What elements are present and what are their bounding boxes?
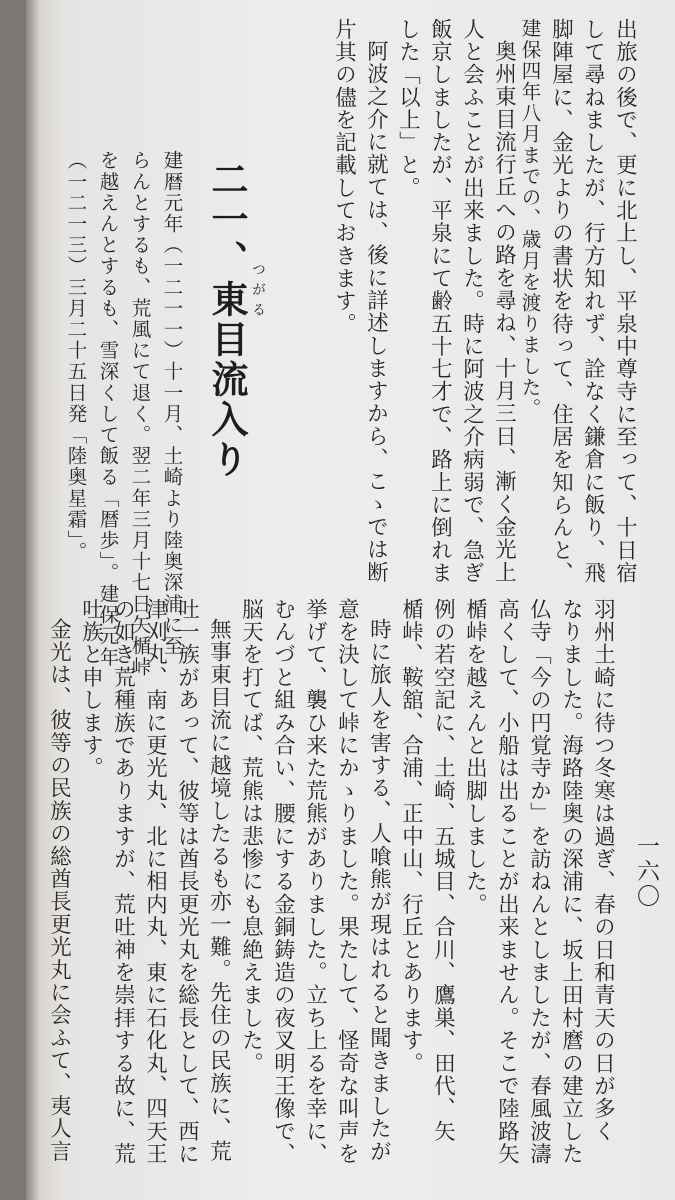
note-column: らんとするも、荒風にて退く。翌二年三月十七日矢楯峠 [128,150,152,678]
adjacent-page-edge [0,0,26,1200]
text-column: 片其の儘を記載しておきます。 [331,18,357,336]
chapter-title [205,160,249,480]
text-column: 意を決して峠にかゝりました。果たして、怪奇な叫声を [334,598,360,1166]
text-column: 楯峠、鞍舘、合浦、正中山、行丘とあります。 [398,598,424,1075]
text-column: 時に旅人を害する、人喰熊が現はれると聞きましたが [366,618,392,1163]
text-column: 例の若空記に、土崎、五城目、合川、鷹巣、田代、矢 [430,598,456,1143]
text-column: 仏寺「今の円覚寺か」を訪ねんとしましたが、春風波濤 [526,598,552,1166]
text-column: 人と会ふことが出来ました。時に阿波之介病弱で、急ぎ [459,18,485,585]
text-column: 出旅の後で、更に北上し、平泉中尊寺に至って、十日宿 [612,18,638,585]
text-column: の如き荒種族でありますが、荒吐神を崇拝する故に、荒 [110,598,136,1166]
text-column: 吐一族があって、彼等は酋長更光丸を総長として、西に [174,598,200,1166]
note-column: （一二一三）三月二十五日発「陸奥星霜」。 [64,150,88,563]
text-column: 挙げて、襲ひ来た荒熊がありました。立ち上るを幸に、 [302,598,328,1166]
text-column: 阿波之介に就ては、後に詳述しますから、こゝでは断 [363,40,389,584]
text-column: 楯峠を越えんと出脚しました。 [462,598,488,916]
text-column: 津刈丸、南に更光丸、北に相内丸、東に石化丸、四天王 [142,598,168,1166]
text-column: 脳天を打てば、荒熊は悲惨にも息絶えました。 [238,598,264,1075]
text-column: 羽州土崎に待つ冬寒は過ぎ、春の日和青天の日が多く [590,598,616,1143]
text-column: 高くして、小船は出ることが出来ません。そこで陸路矢 [494,598,520,1166]
note-column: 建暦元年（一二一一）十一月、土崎より陸奥深浦に至 [160,150,184,657]
text-column: 奥州東目流行丘への路を尋ね、十月三日、漸く金光上 [491,40,517,584]
chapter-title-text: 二一、東目流入り [205,160,249,480]
text-column: 無事東目流に越境したるも亦一難。先住の民族に、荒 [206,618,232,1163]
text-column: 建保四年八月までの、歳月を渡りました。 [518,18,542,419]
chapter-title-ruby: つがる [250,262,266,322]
note-column: を越えんとするも、雪深くして飯る「暦歩」。建保元年 [96,150,120,668]
text-column: 金光は、彼等の民族の総酋長更光丸に会ふて、夷人言 [46,618,72,1163]
text-column: むんづと組み合い、腰にする金銅鋳造の夜叉明王像で、 [270,598,296,1166]
text-column: した「以上」と。 [395,18,421,200]
text-column: なりました。海路陸奥の深浦に、坂上田村麿の建立した [558,598,584,1166]
text-column: 飯京しましたが、平泉にて齢五十七才で、路上に倒れま [427,18,453,585]
page-number: 一六〇 [633,834,659,909]
text-column: 脚陣屋に、金光よりの書状を待って、住居を知らんと、 [548,18,574,585]
book-page [26,0,675,1200]
binding-shadow [26,0,40,1200]
text-column: して尋ねましたが、行方知れず、詮なく鎌倉に飯り、飛 [580,18,606,585]
text-column: 吐族と申します。 [78,598,104,780]
